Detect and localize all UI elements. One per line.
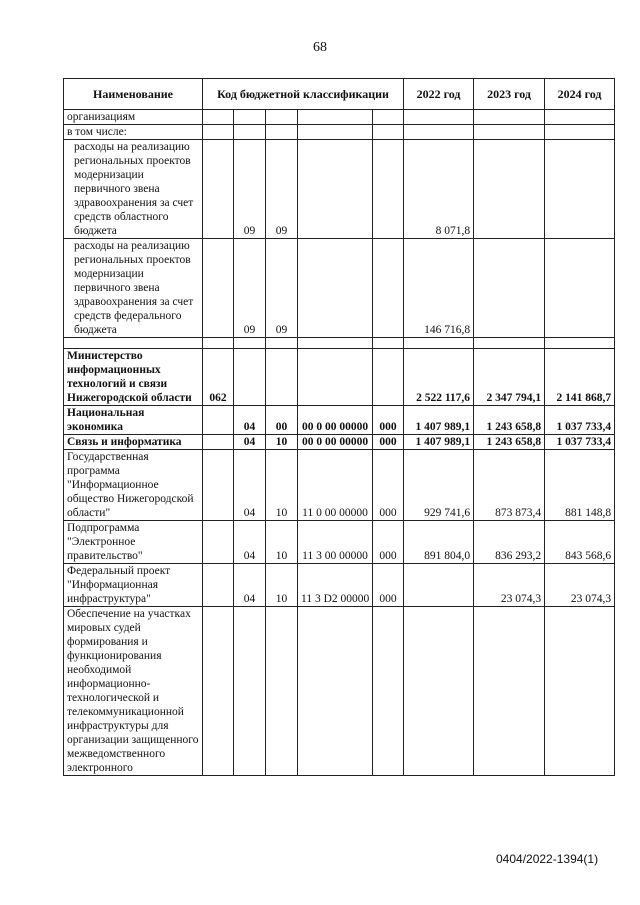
- row-2024: 23 074,3: [545, 564, 615, 607]
- header-code: Код бюджетной классификации: [203, 79, 404, 110]
- row-2024: [545, 239, 615, 338]
- row-pr: 10: [266, 435, 298, 450]
- row-rz: [234, 607, 266, 776]
- row-csr: [298, 140, 373, 239]
- table-header-row: [64, 79, 615, 110]
- row-pr: [266, 607, 298, 776]
- row-vr: [373, 239, 404, 338]
- table-row: [64, 450, 615, 521]
- row-2022: 2 522 117,6: [404, 349, 474, 406]
- row-pr: 00: [266, 406, 298, 435]
- table-row: [64, 406, 615, 435]
- row-vr: 000: [373, 435, 404, 450]
- row-2023: [474, 239, 545, 338]
- row-2022: 146 716,8: [404, 239, 474, 338]
- row-2022: 1 407 989,1: [404, 435, 474, 450]
- row-2023: 23 074,3: [474, 564, 545, 607]
- row-2024: 2 141 868,7: [545, 349, 615, 406]
- row-rz: 04: [234, 521, 266, 564]
- header-2024: 2024 год: [545, 79, 615, 110]
- row-gr: [203, 521, 234, 564]
- table-row: [64, 607, 615, 776]
- row-2023: [474, 140, 545, 239]
- table-row: [64, 239, 615, 338]
- row-name: расходы на реализацию региональных проектов модернизации первичного звена здравоохранения за счет средств федерального бюджета: [64, 239, 203, 338]
- row-2022: 929 741,6: [404, 450, 474, 521]
- row-gr: [203, 140, 234, 239]
- row-2024: [545, 140, 615, 239]
- row-name: Национальная экономика: [64, 406, 203, 435]
- row-rz: 04: [234, 450, 266, 521]
- row-rz: [234, 349, 266, 406]
- row-csr: 00 0 00 00000: [298, 406, 373, 435]
- row-vr: 000: [373, 450, 404, 521]
- row-name: Связь и информатика: [64, 435, 203, 450]
- row-rz: 04: [234, 564, 266, 607]
- row-2023: 2 347 794,1: [474, 349, 545, 406]
- row-pr: 10: [266, 564, 298, 607]
- row-vr: 000: [373, 521, 404, 564]
- row-vr: 000: [373, 564, 404, 607]
- table-row: [64, 110, 615, 125]
- row-csr: 11 3 00 00000: [298, 521, 373, 564]
- row-name: Государственная программа "Информационное общество Нижегородской области": [64, 450, 203, 521]
- header-2022: 2022 год: [404, 79, 474, 110]
- row-2023: [474, 607, 545, 776]
- table-row: [64, 435, 615, 450]
- row-gr: [203, 406, 234, 435]
- row-gr: 062: [203, 349, 234, 406]
- row-csr: [298, 239, 373, 338]
- header-2023: 2023 год: [474, 79, 545, 110]
- row-csr: [298, 607, 373, 776]
- row-2022: [404, 607, 474, 776]
- row-vr: [373, 349, 404, 406]
- table-row: [64, 140, 615, 239]
- spacer-row: [64, 338, 615, 349]
- row-2022: [404, 564, 474, 607]
- row-name: организациям: [64, 110, 203, 125]
- row-name: Министерство информационных технологий и связи Нижегородской области: [64, 349, 203, 406]
- row-rz: 09: [234, 140, 266, 239]
- row-gr: [203, 450, 234, 521]
- row-2022: 891 804,0: [404, 521, 474, 564]
- row-2024: 1 037 733,4: [545, 435, 615, 450]
- row-gr: [203, 607, 234, 776]
- row-csr: 00 0 00 00000: [298, 435, 373, 450]
- row-name: Федеральный проект "Информационная инфраструктура": [64, 564, 203, 607]
- row-name: расходы на реализацию региональных проектов модернизации первичного звена здравоохранения за счет средств областного бюджета: [64, 140, 203, 239]
- row-vr: [373, 140, 404, 239]
- table-row: [64, 349, 615, 406]
- row-csr: 11 0 00 00000: [298, 450, 373, 521]
- row-2024: 881 148,8: [545, 450, 615, 521]
- table-row: [64, 564, 615, 607]
- row-2023: 873 873,4: [474, 450, 545, 521]
- row-pr: [266, 349, 298, 406]
- row-csr: [298, 349, 373, 406]
- row-gr: [203, 564, 234, 607]
- header-name: Наименование: [64, 79, 203, 110]
- row-2024: 843 568,6: [545, 521, 615, 564]
- row-pr: 09: [266, 239, 298, 338]
- row-csr: 11 3 D2 00000: [298, 564, 373, 607]
- table-row: [64, 125, 615, 140]
- row-2022: 8 071,8: [404, 140, 474, 239]
- row-2024: 1 037 733,4: [545, 406, 615, 435]
- row-pr: 09: [266, 140, 298, 239]
- row-gr: [203, 239, 234, 338]
- row-2024: [545, 607, 615, 776]
- row-name: Обеспечение на участках мировых судей формирования и функционирования необходимой информационно-технологической и телекоммуникационной инфраструктуры для организации защищенного межведомственного электронного: [64, 607, 203, 776]
- row-2023: 836 293,2: [474, 521, 545, 564]
- row-name: в том числе:: [64, 125, 203, 140]
- row-rz: 09: [234, 239, 266, 338]
- page-number: 68: [313, 40, 327, 55]
- row-pr: 10: [266, 521, 298, 564]
- row-vr: 000: [373, 406, 404, 435]
- row-name: Подпрограмма "Электронное правительство": [64, 521, 203, 564]
- row-pr: 10: [266, 450, 298, 521]
- row-vr: [373, 607, 404, 776]
- row-gr: [203, 435, 234, 450]
- row-rz: 04: [234, 406, 266, 435]
- row-2023: 1 243 658,8: [474, 406, 545, 435]
- table-row: [64, 521, 615, 564]
- budget-table: [63, 78, 615, 776]
- document-code: 0404/2022-1394(1): [496, 852, 599, 866]
- row-2022: 1 407 989,1: [404, 406, 474, 435]
- row-2023: 1 243 658,8: [474, 435, 545, 450]
- row-rz: 04: [234, 435, 266, 450]
